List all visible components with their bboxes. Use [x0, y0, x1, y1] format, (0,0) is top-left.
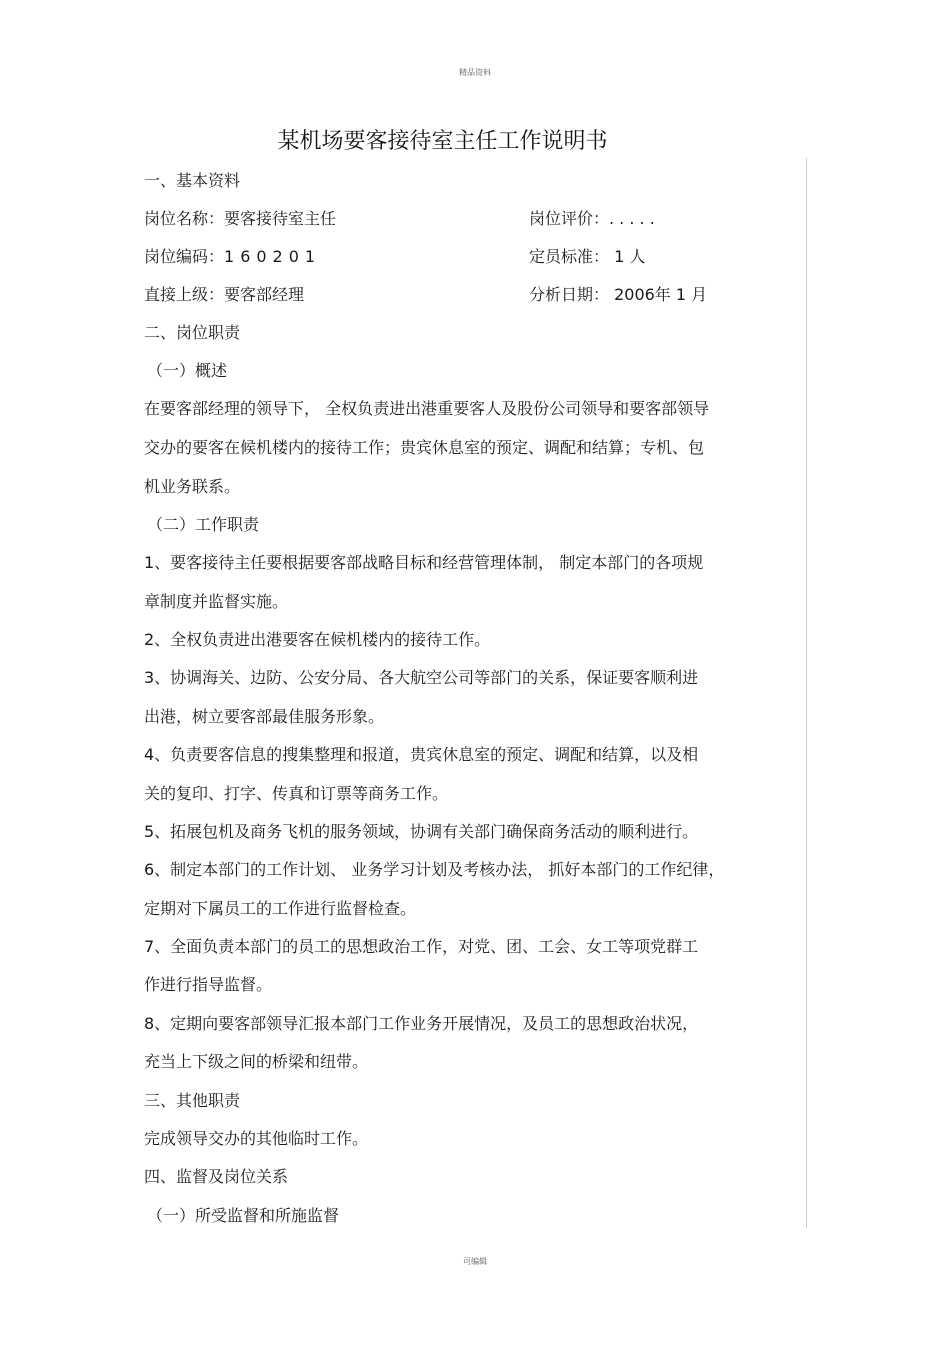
section-3-heading: 三、其他职责 — [144, 1091, 241, 1110]
overview-line: 在要客部经理的领导下， 全权负责进出港重要客人及股份公司领导和要客部领导 — [144, 399, 710, 418]
right-border-rule — [806, 158, 807, 1228]
job-code-label: 岗位编码： — [144, 247, 225, 266]
duty-line: 6、制定本部门的工作计划、 业务学习计划及考核办法， 抓好本部门的工作纪律， — [144, 860, 725, 879]
duty-line: 4、负责要客信息的搜集整理和报道，贵宾休息室的预定、调配和结算，以及相 — [144, 745, 699, 764]
duty-line: 7、全面负责本部门的员工的思想政治工作，对党、团、工会、女工等项党群工 — [144, 937, 699, 956]
duty-line: 充当上下级之间的桥梁和纽带。 — [144, 1052, 369, 1071]
duty-line: 3、协调海关、边防、公安分局、各大航空公司等部门的关系，保证要客顺利进 — [144, 668, 699, 687]
header-note: 精品资料 — [459, 68, 491, 77]
job-name: 岗位名称：要客接待室主任 — [144, 209, 337, 228]
staffing-standard: 定员标准： 1 人 — [529, 247, 646, 266]
section-1-heading: 一、基本资料 — [144, 171, 241, 190]
duties-heading: （二）工作职责 — [147, 515, 260, 534]
duty-line: 定期对下属员工的工作进行监督检查。 — [144, 899, 417, 918]
supervision-sub-heading: （一）所受监督和所施监督 — [147, 1206, 340, 1225]
duty-line: 2、全权负责进出港要客在候机楼内的接待工作。 — [144, 630, 491, 649]
duty-line: 出港，树立要客部最佳服务形象。 — [144, 707, 385, 726]
job-code-value: 160201 — [224, 247, 322, 266]
other-duties-text: 完成领导交办的其他临时工作。 — [144, 1129, 369, 1148]
duty-line: 关的复印、打字、传真和订票等商务工作。 — [144, 784, 449, 803]
duty-line: 8、定期向要客部领导汇报本部门工作业务开展情况，及员工的思想政治状况， — [144, 1014, 699, 1033]
section-4-heading: 四、监督及岗位关系 — [144, 1167, 289, 1186]
job-evaluation: 岗位评价：. . . . . — [529, 209, 655, 228]
duty-line: 章制度并监督实施。 — [144, 592, 289, 611]
footer-note: 可编辑 — [463, 1257, 487, 1266]
duty-line: 5、拓展包机及商务飞机的服务领域，协调有关部门确保商务活动的顺利进行。 — [144, 822, 699, 841]
section-2-heading: 二、岗位职责 — [144, 323, 241, 342]
duty-line: 作进行指导监督。 — [144, 975, 273, 994]
duty-line: 1、要客接待主任要根据要客部战略目标和经营管理体制， 制定本部门的各项规 — [144, 553, 704, 572]
overview-line: 交办的要客在候机楼内的接待工作；贵宾休息室的预定、调配和结算；专机、包 — [144, 438, 705, 457]
document-title: 某机场要客接待室主任工作说明书 — [277, 129, 608, 154]
direct-supervisor: 直接上级：要客部经理 — [144, 285, 305, 304]
overview-heading: （一）概述 — [147, 361, 228, 380]
job-code — [144, 247, 321, 267]
analysis-date: 分析日期： 2006年 1 月 — [529, 285, 708, 304]
overview-line: 机业务联系。 — [144, 477, 241, 496]
